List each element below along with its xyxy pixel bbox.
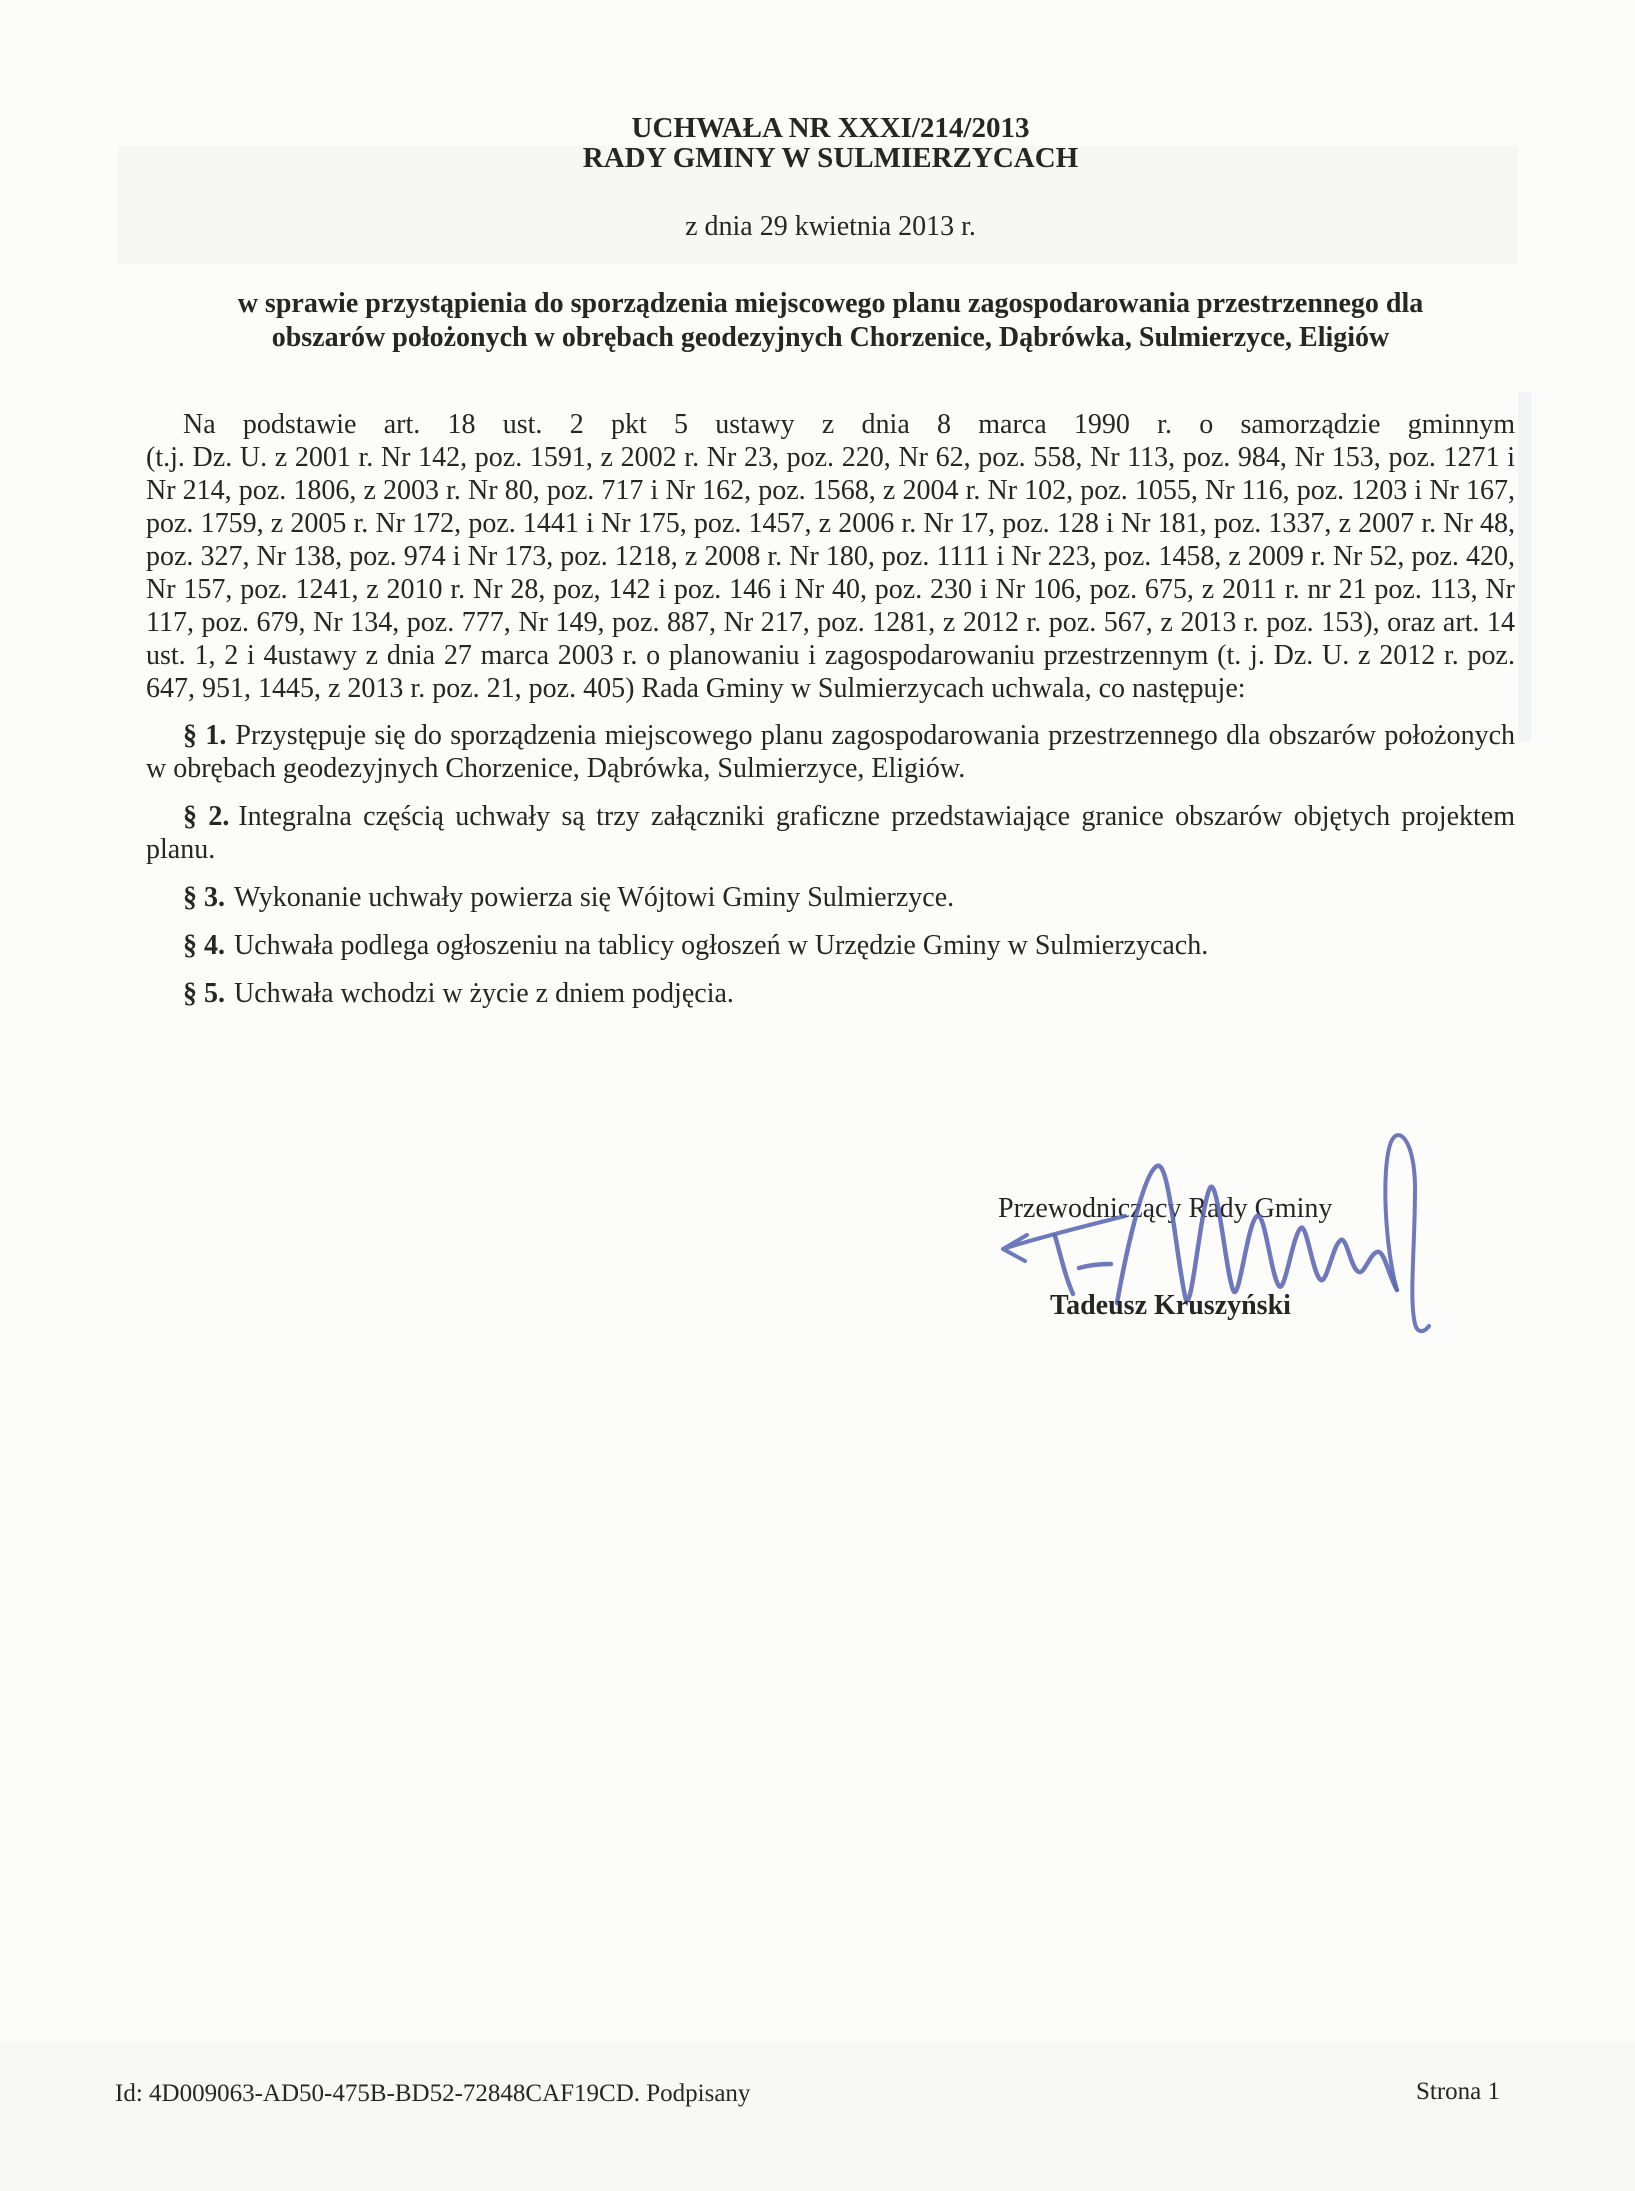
section-paragraph-4 [146,929,1515,962]
section-number: § 4. [183,930,225,961]
section-number: § 3. [183,882,225,913]
subject-line: obszarów położonych w obrębach geodezyjnych Chorzenice, Dąbrówka, Sulmierzyce, Eligiów [271,322,1390,353]
resolution-number: UCHWAŁA NR XXXI/214/2013 [631,112,1030,144]
resolution-subject [146,287,1515,355]
footer-document-id: Id: 4D009063-AD50-475B-BD52-72848CAF19CD. Podpisany [115,2080,751,2107]
legal-basis-citations: (t.j. Dz. U. z 2001 r. Nr 142, poz. 1591, z 2002 r. Nr 23, poz. 220, Nr 62, poz. 558, Nr 113, poz. 984, Nr 153, poz. 1271 i Nr 214, poz. 1806, z 2003 r. Nr 80, poz. 717 i Nr 162, poz. 1568, z 2004 r. Nr 102, poz. 1055, Nr 116, poz. 1203 i Nr 167, poz. 1759, z 2005 r. Nr 172, poz. 1441 i Nr 175, poz. 1457, z 2006 r. Nr 17, poz. 128 i Nr 181, poz. 1337, z 2007 r. Nr 48, poz. 327, Nr 138, poz. 974 i Nr 173, poz. 1218, z 2008 r. Nr 180, poz. 1111 i Nr 223, poz. 1458, z 2009 r. Nr 52, poz. 420, Nr 157, poz. 1241, z 2010 r. Nr 28, poz, 142 i poz. 146 i Nr 40, poz. 230 i Nr 106, poz. 675, z 2011 r. nr 21 poz. 113, Nr 117, poz. 679, Nr 134, poz. 777, Nr 149, poz. 887, Nr 217, poz. 1281, z 2012 r. poz. 567, z 2013 r. poz. 153), oraz art. 14 ust. 1, 2 i 4ustawy z dnia 27 marca 2003 r. o planowaniu i zagospodarowaniu przestrzennym (t. j. Dz. U. z 2012 r. poz. 647, 951, 1445, z 2013 r. poz. 21, poz. 405) Rada Gminy w Sulmierzycach uchwala, co następuje: [146,442,1515,704]
section-paragraph-3 [146,881,1515,914]
section-text: Uchwała podlega ogłoszeniu na tablicy ogłoszeń w Urzędzie Gminy w Sulmierzycach. [234,930,1209,961]
section-number: § 2. [183,801,230,832]
signature-stroke-loop [1385,1135,1429,1331]
scan-artifact [0,2042,1635,2191]
section-paragraph-2 [146,800,1515,866]
scan-artifact [1518,392,1531,742]
signature-stroke-scribble [1117,1166,1397,1303]
legal-basis-first-line: Na podstawie art. 18 ust. 2 pkt 5 ustawy z dnia 8 marca 1990 r. o samorządzie gminnym [183,409,1515,440]
resolution-date: z dnia 29 kwietnia 2013 r. [685,211,976,242]
signature-stroke-initial [1055,1236,1111,1294]
section-text: Uchwała wchodzi w życie z dniem podjęcia. [234,978,734,1009]
signature-role-label: Przewodniczący Rady Gminy [998,1193,1333,1224]
section-number: § 5. [183,978,225,1009]
section-paragraph-1 [146,719,1515,785]
footer-page-number: Strona 1 [1415,2078,1500,2105]
signature-stroke-arrow [1003,1216,1125,1261]
signatory-name: Tadeusz Kruszyński [1050,1290,1291,1321]
document-title [146,113,1515,173]
resolution-body [146,408,1515,1025]
section-paragraph-5 [146,977,1515,1010]
subject-line: w sprawie przystąpienia do sporządzenia miejscowego planu zagospodarowania przestrzennego dla [237,288,1424,319]
issuing-body: RADY GMINY W SULMIERZYCACH [582,142,1079,174]
section-text: Wykonanie uchwały powierza się Wójtowi Gminy Sulmierzyce. [234,882,955,913]
section-number: § 1. [183,720,227,751]
section-text: Integralna częścią uchwały są trzy załączniki graficzne przedstawiające granice obszarów objętych projektem planu. [146,801,1516,865]
section-text: Przystępuje się do sporządzenia miejscowego planu zagospodarowania przestrzennego dla obszarów położonych w obrębach geodezyjnych Chorzenice, Dąbrówka, Sulmierzyce, Eligiów. [146,720,1515,784]
